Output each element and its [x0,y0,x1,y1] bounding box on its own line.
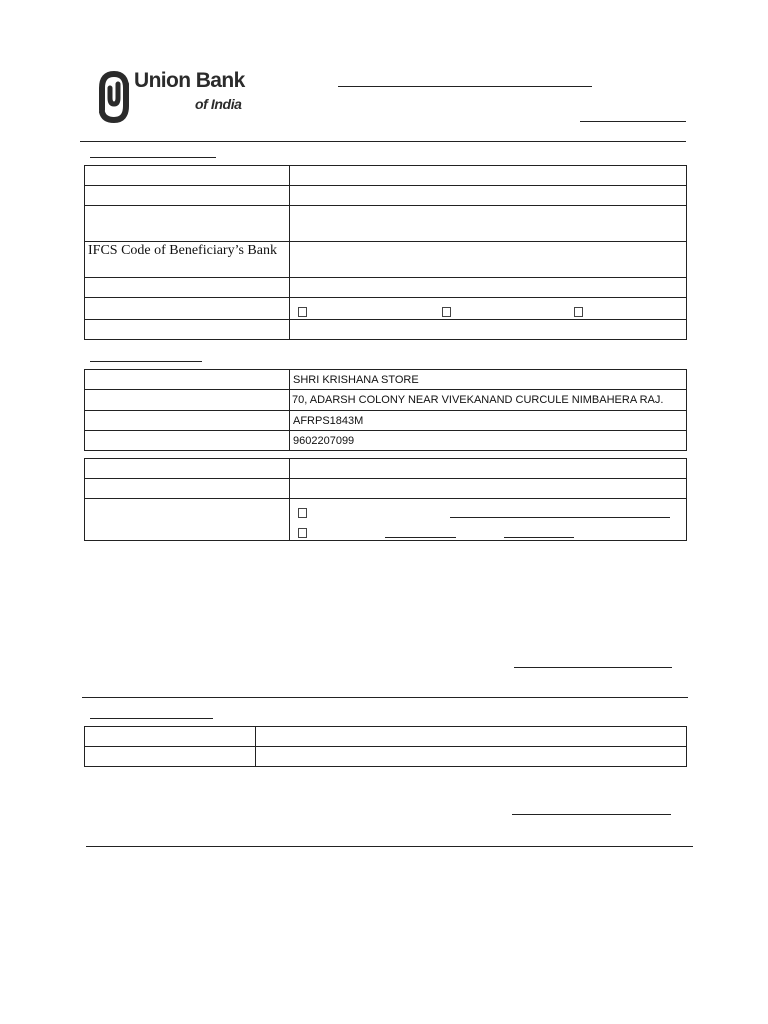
customer-pan-value: AFRPS1843M [290,411,687,431]
payment-mode-line-1 [450,517,670,518]
customer-section-heading-line [90,361,202,362]
table-row [85,390,687,411]
table-cell-label [85,459,290,479]
table-cell-label [85,278,290,298]
beneficiary-details-table [84,165,687,340]
table-cell-label [85,298,290,320]
table-row [85,278,687,298]
table-cell-value[interactable] [290,459,687,479]
table-cell-value[interactable] [290,206,687,242]
table-cell-label [85,499,290,541]
beneficiary-section-heading-line [90,157,216,158]
payment-mode-line-2 [385,537,456,538]
table-row [85,727,687,747]
table-row [85,370,687,390]
officer-signature-line [512,814,671,815]
table-cell-value[interactable] [290,278,687,298]
header-title-line [338,86,592,87]
logo-text-of-india: of India [195,96,242,112]
remittance-details-table [84,458,687,541]
ifsc-code-value[interactable] [290,242,687,278]
table-cell-value[interactable] [290,479,687,499]
table-row [85,166,687,186]
checkbox-icon [298,307,307,317]
bank-use-table [84,726,687,767]
bank-use-separator [82,697,688,698]
union-bank-emblem-icon [96,68,132,126]
payment-mode-checkbox-1[interactable] [298,504,307,522]
table-cell-label [85,747,256,767]
table-row [85,499,687,541]
table-row [85,186,687,206]
customer-signature-line [514,667,672,668]
logo-text-union-bank: Union Bank [134,69,245,92]
bank-use-section-heading-line [90,718,213,719]
ifsc-code-label: IFCS Code of Beneficiary’s Bank [85,242,290,278]
table-cell-label [85,186,290,206]
table-row [85,431,687,451]
table-cell-value[interactable] [290,320,687,340]
table-row [85,459,687,479]
table-cell-label [85,431,290,451]
table-row [85,242,687,278]
payment-mode-line-3 [504,537,574,538]
table-cell-label [85,411,290,431]
checkbox-icon [442,307,451,317]
customer-address-value: 70, ADARSH COLONY NEAR VIVEKANAND CURCULE NIMBAHERA RAJ. [290,390,687,411]
table-row [85,320,687,340]
account-type-checkbox-2[interactable] [442,303,451,321]
table-cell-label [85,727,256,747]
table-cell-value[interactable] [256,747,687,767]
table-row [85,298,687,320]
account-type-options [290,298,687,320]
header-date-line [580,121,686,122]
payment-mode-options [290,499,687,541]
account-type-checkbox-3[interactable] [574,303,583,321]
table-cell-value[interactable] [290,166,687,186]
customer-details-table [84,369,687,451]
customer-phone-value: 9602207099 [290,431,687,451]
payment-mode-checkbox-2[interactable] [298,524,307,542]
customer-name-value: SHRI KRISHANA STORE [290,370,687,390]
table-cell-label [85,166,290,186]
table-cell-label [85,370,290,390]
table-row [85,411,687,431]
table-row [85,206,687,242]
account-type-checkbox-1[interactable] [298,303,307,321]
checkbox-icon [298,528,307,538]
checkbox-icon [574,307,583,317]
table-cell-value[interactable] [290,186,687,206]
table-cell-label [85,390,290,411]
table-row [85,747,687,767]
table-cell-label [85,479,290,499]
checkbox-icon [298,508,307,518]
table-cell-value[interactable] [256,727,687,747]
union-bank-logo [96,66,245,124]
table-cell-label [85,320,290,340]
table-row [85,479,687,499]
header-separator [80,141,686,142]
footer-separator [86,846,693,847]
table-cell-label [85,206,290,242]
